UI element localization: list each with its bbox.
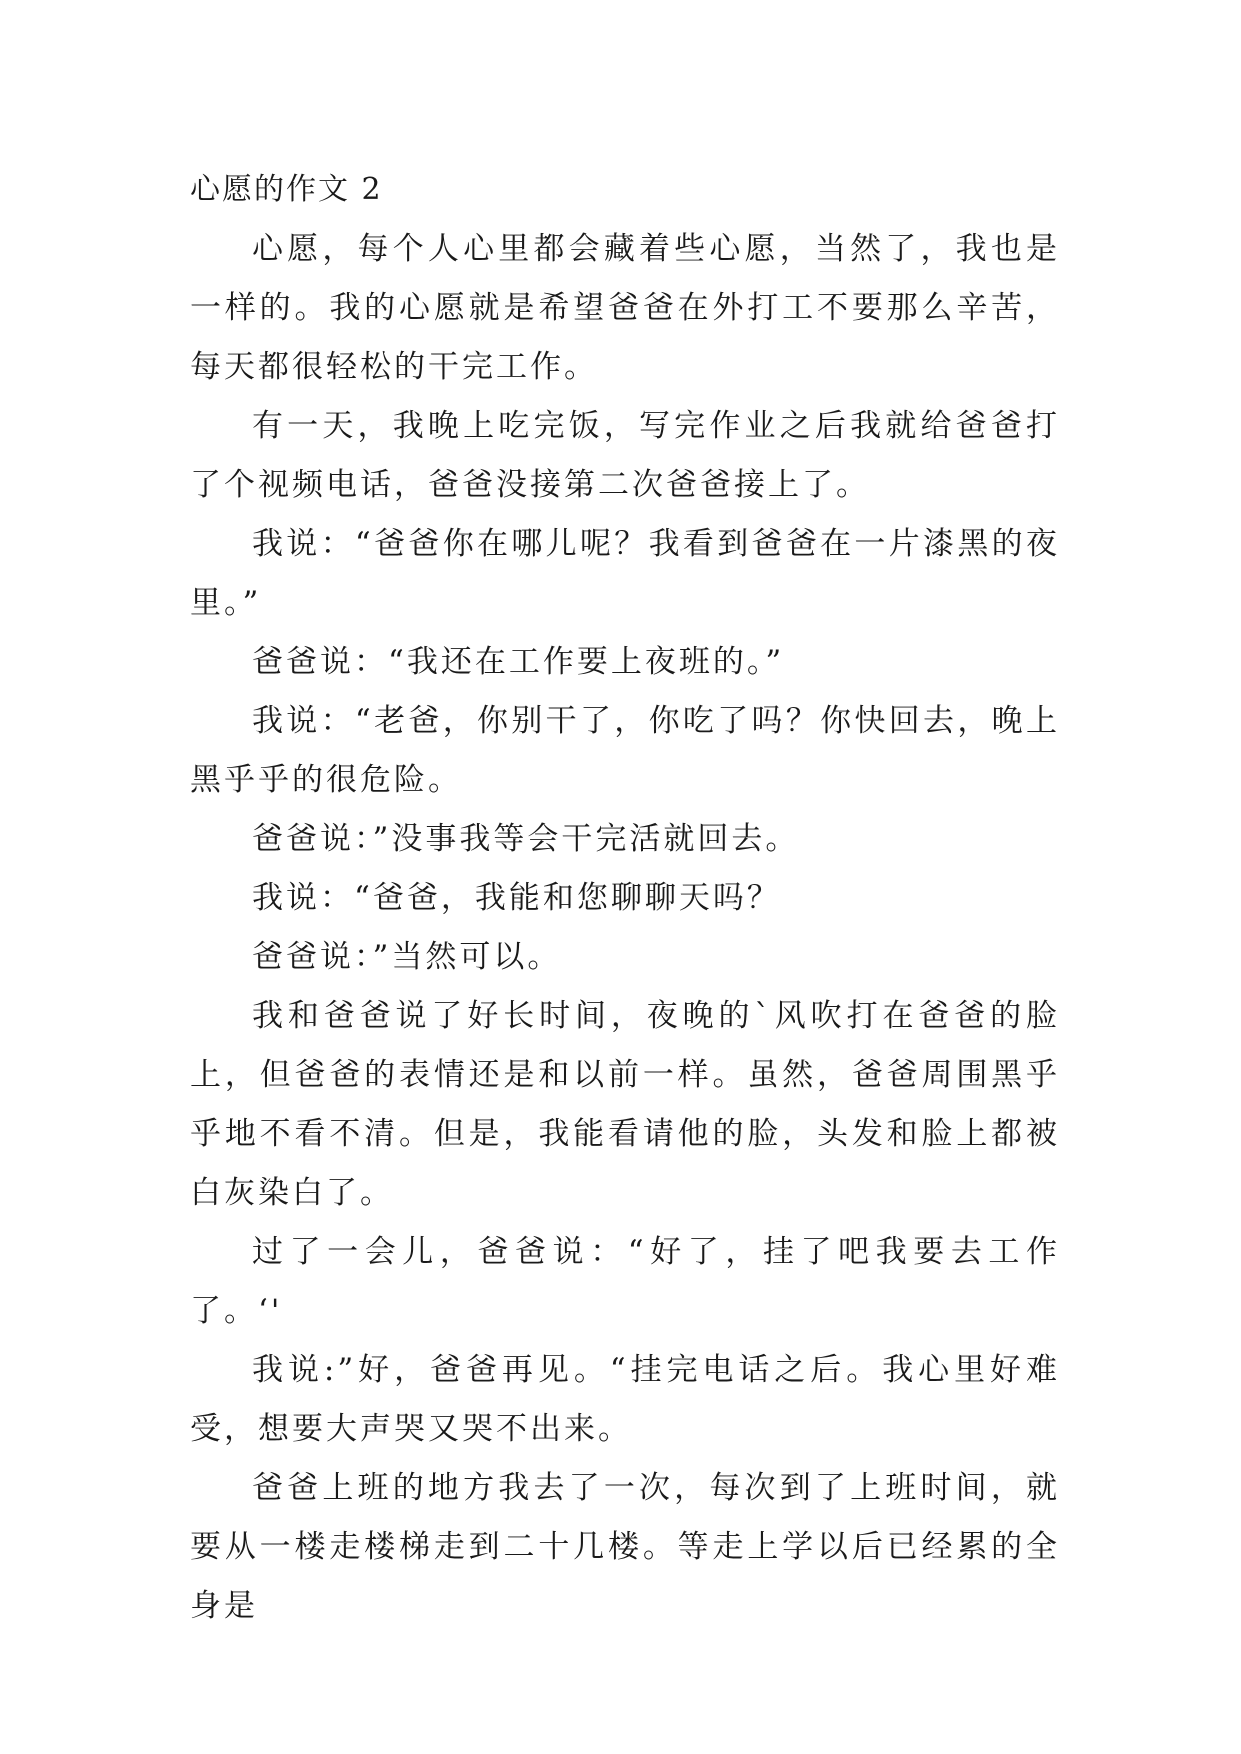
paragraph-8: 爸爸说：”当然可以。 — [252, 939, 562, 975]
paragraph-7: 我说：“爸爸，我能和您聊聊天吗？ — [252, 880, 781, 916]
paragraph-3: 我说：“爸爸你在哪儿呢？我看到爸爸在一片漆黑的夜里。” — [190, 526, 1060, 621]
paragraph-12: 爸爸上班的地方我去了一次，每次到了上班时间，就要从一楼走楼梯走到二十几楼。等走上学以后已经累的全身是 — [190, 1470, 1060, 1624]
paragraph-11: 我说:”好，爸爸再见。“挂完电话之后。我心里好难受，想要大声哭又哭不出来。 — [190, 1352, 1060, 1447]
document-title: 心愿的作文 2 — [190, 172, 383, 207]
paragraph-4: 爸爸说：“我还在工作要上夜班的。” — [252, 644, 785, 680]
paragraph-10: 过了一会儿，爸爸说：“好了，挂了吧我要去工作了。‘' — [190, 1234, 1060, 1329]
document-page — [190, 160, 1060, 1636]
paragraph-5: 我说：“老爸，你别干了，你吃了吗？你快回去，晚上黑乎乎的很危险。 — [190, 703, 1060, 798]
paragraph-1: 心愿，每个人心里都会藏着些心愿，当然了，我也是一样的。我的心愿就是希望爸爸在外打工不要那么辛苦，每天都很轻松的干完工作。 — [190, 231, 1060, 385]
paragraph-9: 我和爸爸说了好长时间，夜晚的`风吹打在爸爸的脸上，但爸爸的表情还是和以前一样。虽然，爸爸周围黑乎乎地不看不清。但是，我能看请他的脸，头发和脸上都被白灰染白了。 — [190, 998, 1060, 1211]
paragraph-6: 爸爸说：”没事我等会干完活就回去。 — [252, 821, 800, 857]
paragraph-2: 有一天，我晚上吃完饭，写完作业之后我就给爸爸打了个视频电话，爸爸没接第二次爸爸接上了。 — [190, 408, 1060, 503]
